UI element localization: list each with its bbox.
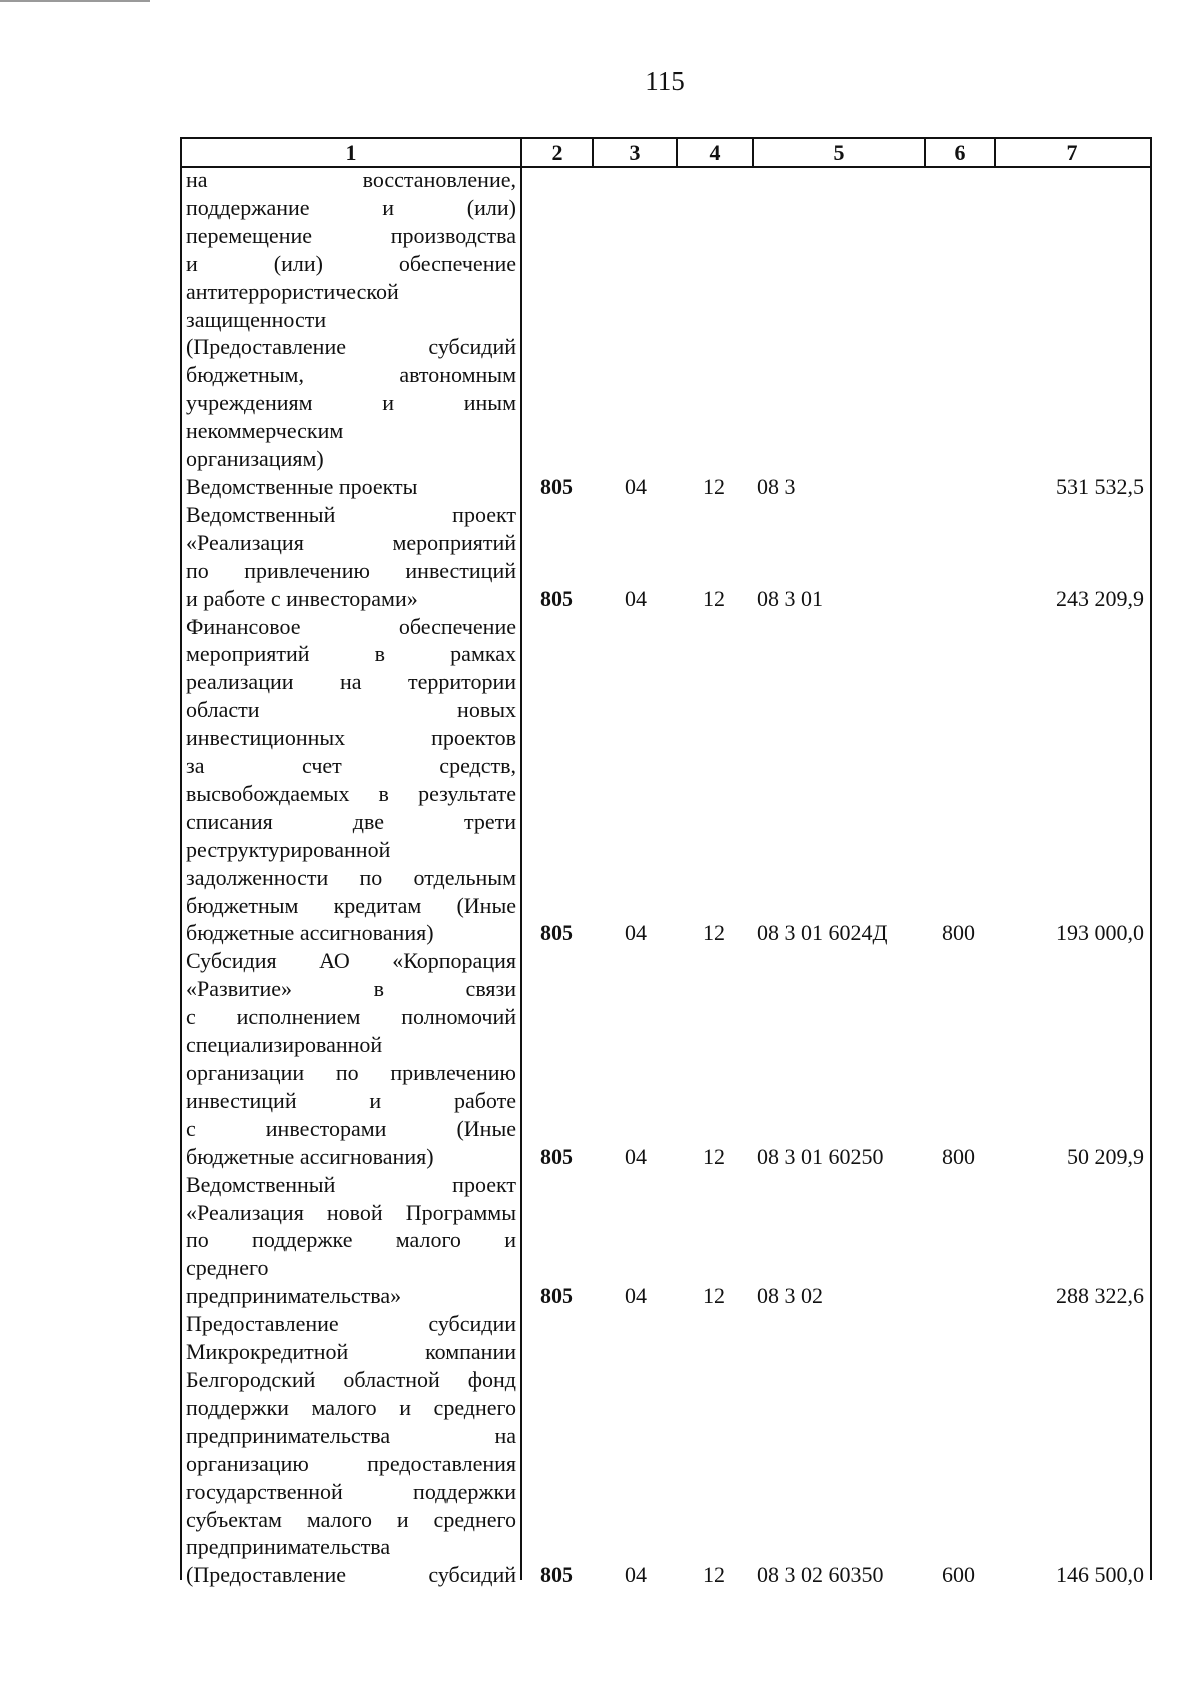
description-line: «Реализация новой Программы — [186, 1199, 516, 1225]
row-description — [186, 1310, 516, 1589]
description-line: некоммерческим — [186, 418, 344, 444]
description-line: «Реализация мероприятий — [186, 529, 516, 555]
row-values — [182, 445, 1150, 473]
header-col-1: 1 — [345, 140, 357, 165]
row-description — [186, 166, 516, 473]
row-values — [182, 473, 1150, 501]
target-article-code: 08 3 — [757, 473, 796, 499]
description-line: на восстановление, — [186, 167, 516, 192]
row-description — [186, 613, 516, 948]
amount-value: 193 000,0 — [1056, 920, 1144, 946]
row-values — [182, 585, 1150, 613]
description-line: предпринимательства» — [186, 1283, 402, 1309]
section-code: 805 — [540, 1283, 573, 1309]
expense-type-code: 800 — [942, 1143, 975, 1169]
description-line: предпринимательства на — [186, 1422, 516, 1448]
description-line: государственной поддержки — [186, 1478, 516, 1504]
amount-value: 50 209,9 — [1067, 1143, 1144, 1169]
description-line: и (или) обеспечение — [186, 250, 516, 276]
subsection2-code: 12 — [703, 1562, 725, 1588]
subsection2-code: 12 — [703, 1283, 725, 1309]
description-line: с исполнением полномочий — [186, 1004, 516, 1030]
table-row — [182, 613, 1150, 948]
table-row — [182, 473, 1150, 501]
subsection2-code: 12 — [703, 920, 725, 946]
header-col-6: 6 — [954, 140, 966, 165]
description-line: Ведомственный проект — [186, 1171, 516, 1197]
row-values — [182, 1282, 1150, 1310]
amount-value: 288 322,6 — [1056, 1283, 1144, 1309]
header-col-3: 3 — [629, 140, 641, 165]
target-article-code: 08 3 01 60250 — [757, 1143, 884, 1169]
target-article-code: 08 3 02 — [757, 1283, 823, 1309]
description-line: по поддержке малого и — [186, 1227, 516, 1253]
description-line: Финансовое обеспечение — [186, 613, 516, 639]
subsection-code: 04 — [625, 920, 647, 946]
expense-type-code: 800 — [942, 920, 975, 946]
target-article-code: 08 3 01 6024Д — [757, 920, 888, 946]
table-row — [182, 166, 1150, 473]
description-line: организацию предоставления — [186, 1450, 516, 1476]
description-line: за счет средств, — [186, 753, 516, 779]
description-line: бюджетным кредитам (Иные — [186, 892, 516, 918]
description-line: антитеррористической — [186, 278, 399, 304]
description-line: организации по привлечению — [186, 1060, 516, 1085]
description-line: поддержки малого и среднего — [186, 1394, 516, 1420]
amount-value: 531 532,5 — [1056, 473, 1144, 499]
description-line: организациям) — [186, 446, 324, 472]
description-line: предпринимательства — [186, 1534, 391, 1560]
section-code: 805 — [540, 473, 573, 499]
description-line: бюджетные ассигнования) — [186, 920, 434, 946]
description-line: (Предоставление субсидий — [186, 1562, 516, 1588]
section-code: 805 — [540, 585, 573, 611]
expense-type-code: 600 — [942, 1562, 975, 1588]
description-line: поддержание и (или) — [186, 194, 516, 220]
description-line: «Развитие» в связи — [186, 976, 516, 1002]
scan-edge-mark — [0, 0, 150, 2]
description-line: с инвесторами (Иные — [186, 1115, 516, 1141]
subsection-code: 04 — [625, 1143, 647, 1169]
row-values — [182, 1561, 1150, 1589]
table-row — [182, 947, 1150, 1170]
description-line: (Предоставление субсидий — [186, 334, 516, 360]
description-line: бюджетным, автономным — [186, 362, 516, 388]
description-line: мероприятий в рамках — [186, 641, 516, 667]
description-line: и работе с инвесторами» — [186, 585, 418, 611]
table-row — [182, 1310, 1150, 1589]
row-values — [182, 919, 1150, 947]
header-col-7: 7 — [1066, 140, 1078, 165]
description-line: списания две трети — [186, 808, 516, 834]
description-line: области новых — [186, 697, 516, 723]
table-row — [182, 501, 1150, 613]
section-code: 805 — [540, 920, 573, 946]
header-col-5: 5 — [833, 140, 845, 165]
page-number: 115 — [645, 66, 685, 96]
target-article-code: 08 3 01 — [757, 585, 823, 611]
description-line: высвобождаемых в результате — [186, 780, 516, 806]
subsection-code: 04 — [625, 473, 647, 499]
amount-value: 146 500,0 — [1056, 1562, 1144, 1588]
table-row — [182, 1171, 1150, 1311]
description-line: Субсидия АО «Корпорация — [186, 948, 516, 974]
subsection2-code: 12 — [703, 473, 725, 499]
subsection-code: 04 — [625, 1283, 647, 1309]
table-body — [182, 166, 1150, 1589]
subsection2-code: 12 — [703, 585, 725, 611]
description-line: специализированной — [186, 1032, 383, 1058]
amount-value: 243 209,9 — [1056, 585, 1144, 611]
description-line: учреждениям и иным — [186, 390, 516, 416]
header-col-4: 4 — [709, 140, 721, 165]
description-line: среднего — [186, 1255, 269, 1281]
description-line: Белгородский областной фонд — [186, 1366, 516, 1392]
description-line: инвестиций и работе — [186, 1087, 516, 1113]
description-line: задолженности по отдельным — [186, 864, 516, 890]
description-line: бюджетные ассигнования) — [186, 1143, 434, 1169]
section-code: 805 — [540, 1562, 573, 1588]
description-line: Ведомственный проект — [186, 501, 516, 527]
description-line: инвестиционных проектов — [186, 725, 516, 751]
description-line: перемещение производства — [186, 222, 516, 248]
target-article-code: 08 3 02 60350 — [757, 1562, 884, 1588]
description-line: Предоставление субсидии — [186, 1311, 516, 1337]
description-line: защищенности — [186, 306, 327, 332]
description-line: по привлечению инвестиций — [186, 557, 516, 583]
budget-table — [180, 137, 1152, 1588]
table-header — [182, 137, 1150, 168]
row-description — [186, 947, 516, 1170]
section-code: 805 — [540, 1143, 573, 1169]
subsection-code: 04 — [625, 1562, 647, 1588]
subsection-code: 04 — [625, 585, 647, 611]
description-line: Ведомственные проекты — [186, 473, 418, 499]
header-col-2: 2 — [551, 140, 563, 165]
description-line: субъектам малого и среднего — [186, 1506, 516, 1532]
description-line: реализации на территории — [186, 669, 516, 695]
row-values — [182, 1143, 1150, 1171]
subsection2-code: 12 — [703, 1143, 725, 1169]
description-line: Микрокредитной компании — [186, 1339, 516, 1365]
description-line: реструктурированной — [186, 836, 391, 862]
